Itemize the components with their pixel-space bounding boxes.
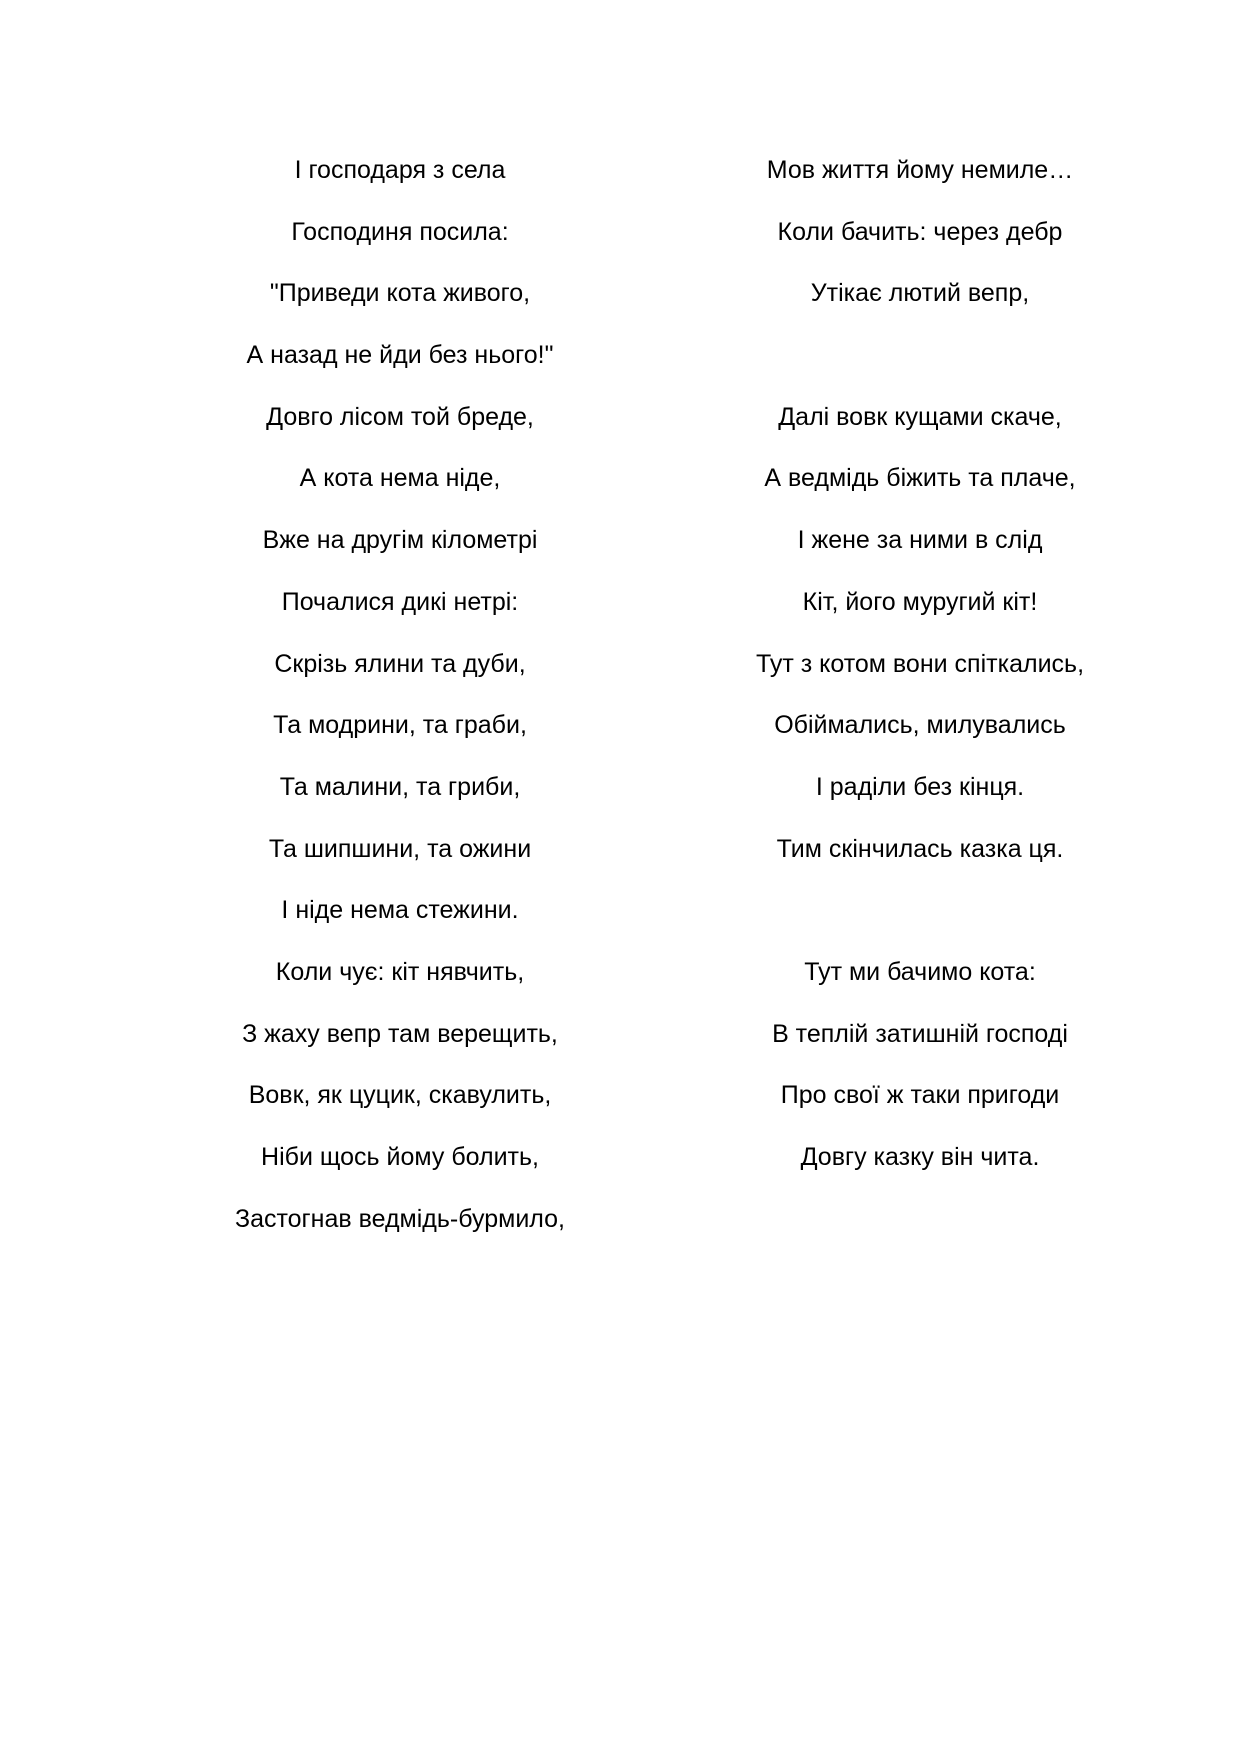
poem-line: Ніби щось йому болить, — [261, 1143, 539, 1171]
poem-line: І раділи без кінця. — [815, 772, 1025, 801]
stanza-break — [660, 895, 1180, 957]
poem-right-column — [660, 155, 1180, 1204]
poem-line: Та шипшини, та ожини — [268, 834, 532, 863]
poem-line: А ведмідь біжить та плаче, — [764, 464, 1076, 493]
poem-line: Та модрини, та граби, — [273, 711, 527, 740]
poem-line: А назад не йди без нього!" — [246, 341, 554, 370]
poem-line: А кота нема ніде, — [299, 464, 501, 493]
poem-line: Обіймались, милувались — [774, 711, 1066, 740]
poem-line: Почалися дикі нетрі: — [281, 587, 519, 616]
poem-line: Вже на другім кілометрі — [262, 526, 538, 555]
poem-line: Довго лісом той бреде, — [266, 402, 534, 431]
stanza-break — [660, 340, 1180, 402]
poem-line: Тут ми бачимо кота: — [804, 957, 1036, 986]
poem-line: Та малини, та гриби, — [279, 772, 521, 801]
poem-line: Скрізь ялини та дуби, — [274, 649, 526, 678]
poem-line: Коли бачить: через дебр — [777, 217, 1063, 246]
poem-line: І господаря з села — [294, 156, 506, 184]
poem-line: В теплій затишній господі — [772, 1019, 1068, 1048]
poem-line: Господиня посила: — [291, 217, 509, 246]
poem-line: Утікає лютий вепр, — [810, 279, 1030, 308]
poem-line: Тим скінчилась казка ця. — [776, 834, 1064, 863]
poem-line: І ніде нема стежини. — [281, 896, 519, 925]
poem-line: Коли чує: кіт нявчить, — [275, 957, 525, 986]
poem-line: З жаху вепр там верещить, — [242, 1019, 558, 1048]
poem-line: Мов життя йому немиле… — [766, 156, 1074, 184]
poem-line: Застогнав ведмідь-бурмило, — [234, 1204, 566, 1233]
poem-line: Кіт, його муругий кіт! — [802, 587, 1038, 616]
poem-line: Тут з котом вони спіткались, — [755, 649, 1085, 678]
poem-line: Вовк, як цуцик, скавулить, — [248, 1081, 552, 1110]
poem-line: Про свої ж таки пригоди — [780, 1081, 1060, 1110]
poem-line: І жене за ними в слід — [797, 526, 1043, 555]
poem-left-column — [140, 155, 660, 1265]
poem-line: Довгу казку він чита. — [800, 1143, 1040, 1171]
poem-line: "Приведи кота живого, — [269, 279, 531, 308]
poem-line: Далі вовк кущами скаче, — [778, 402, 1062, 431]
